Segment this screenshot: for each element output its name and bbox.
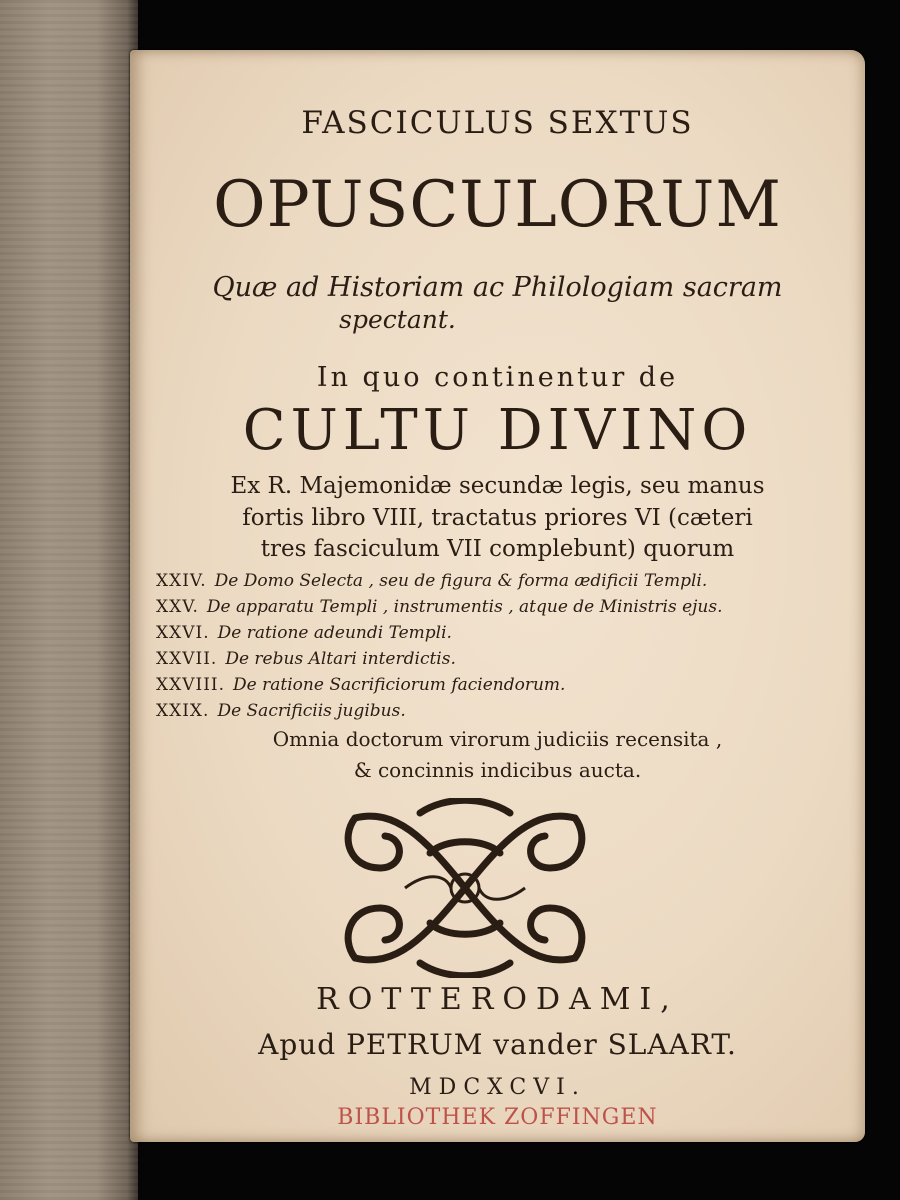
contents-number: XXVII. — [156, 649, 218, 669]
printers-flourish-ornament-icon — [335, 798, 595, 978]
contents-item — [156, 672, 836, 698]
contents-list — [156, 568, 836, 724]
contents-item — [156, 620, 836, 646]
title-page — [130, 50, 865, 1142]
contents-item — [156, 646, 836, 672]
contents-text: De rebus Altari interdictis. — [225, 649, 456, 669]
opusculorum-title: OPUSCULORUM — [213, 168, 782, 242]
publisher-line: Apud PETRUM vander SLAART. — [258, 1028, 737, 1061]
contents-item — [156, 594, 836, 620]
library-stamp: BIBLIOTHEK ZOFFINGEN — [337, 1105, 658, 1130]
contents-item — [156, 568, 836, 594]
contents-number: XXVI. — [156, 623, 210, 643]
contents-number: XXV. — [156, 597, 199, 617]
description-line-1: Ex R. Majemonidæ secundæ legis, seu manus — [230, 473, 765, 499]
contents-text: De apparatu Templi , instrumentis , atque de Ministris ejus. — [206, 597, 723, 617]
description-line-3: tres fasciculum VII complebunt) quorum — [260, 536, 735, 562]
contents-number: XXIX. — [156, 701, 210, 721]
note-line-1: Omnia doctorum virorum judiciis recensita , — [272, 727, 723, 751]
description-line-2: fortis libro VIII, tractatus priores VI (cæteri — [242, 505, 753, 531]
contents-item — [156, 698, 836, 724]
contents-text: De ratione Sacrificiorum faciendorum. — [233, 675, 566, 695]
contents-number: XXIV. — [156, 571, 207, 591]
book-spine — [0, 0, 138, 1200]
fasciculus-line: FASCICULUS SEXTUS — [301, 105, 694, 141]
cultu-divino-title: CULTU DIVINO — [242, 398, 753, 463]
in-quo-line: In quo continentur de — [316, 362, 679, 393]
publication-year: MDCXCVI. — [409, 1075, 586, 1100]
note-line-2: & concinnis indicibus aucta. — [353, 758, 642, 782]
contents-text: De Sacrificiis jugibus. — [217, 701, 406, 721]
contents-text: De ratione adeundi Templi. — [217, 623, 452, 643]
contents-text: De Domo Selecta , seu de figura & forma ædificii Templi. — [214, 571, 708, 591]
contents-number: XXVIII. — [156, 675, 226, 695]
place-of-publication: ROTTERODAMI, — [316, 982, 679, 1017]
subtitle-line-1: Quæ ad Historiam ac Philologiam sacram — [212, 272, 783, 303]
subtitle-line-2: spectant. — [339, 305, 456, 334]
